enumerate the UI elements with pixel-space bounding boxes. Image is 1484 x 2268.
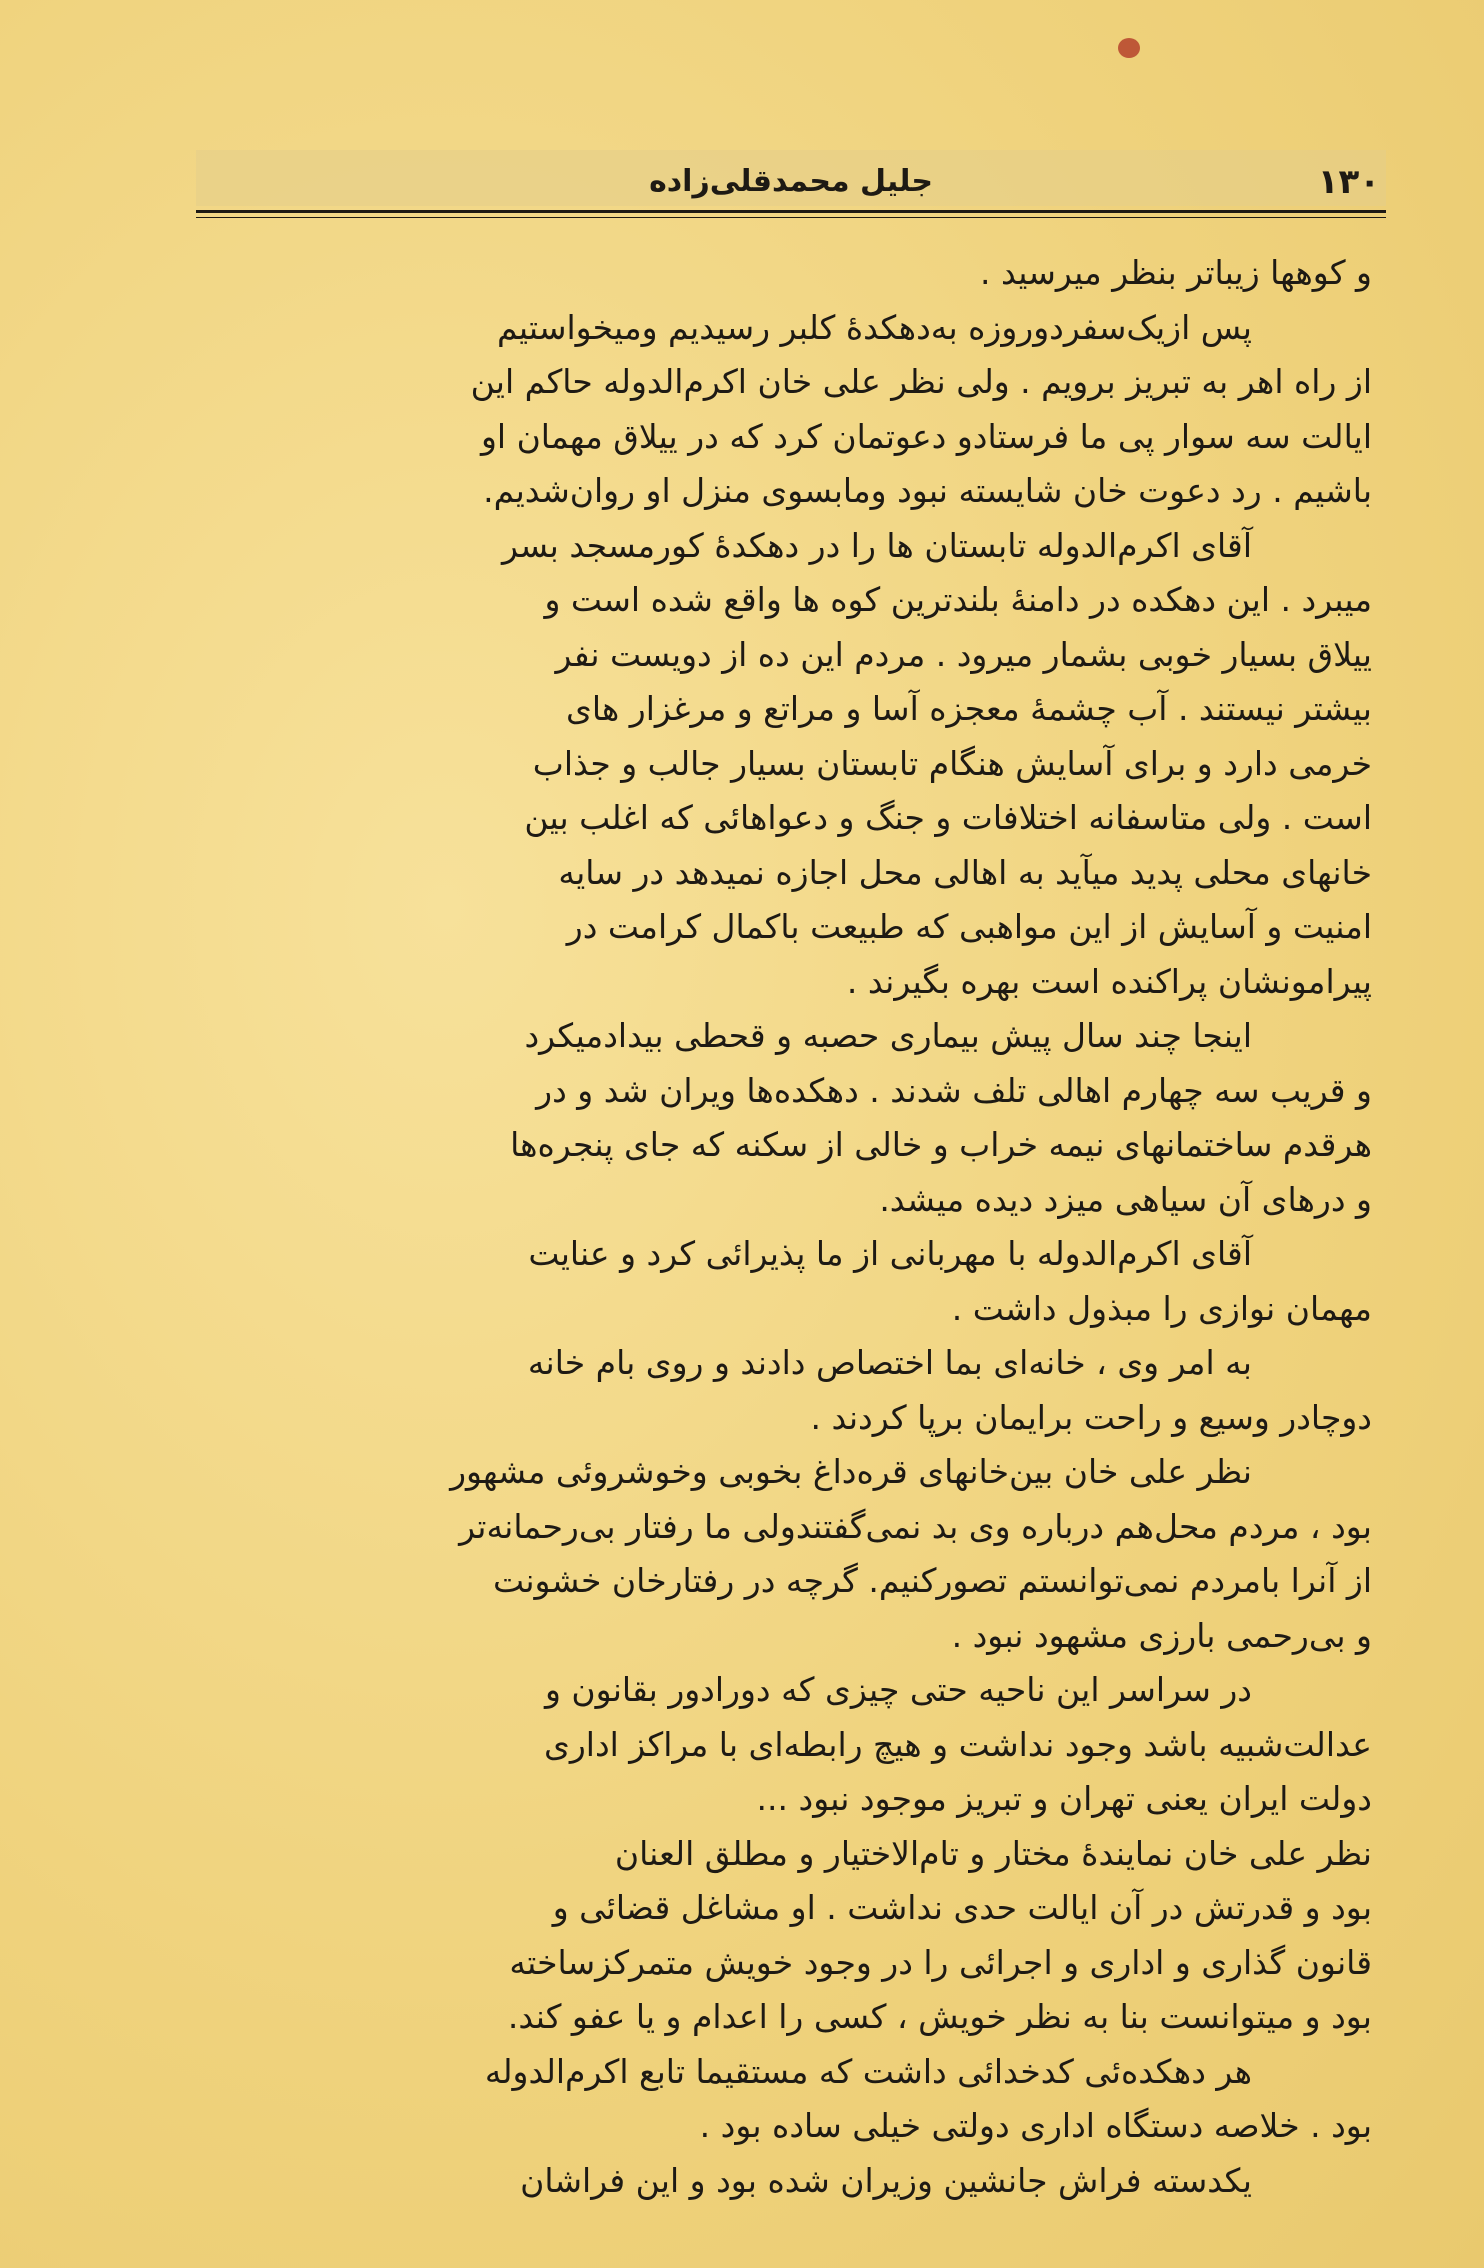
page-number: ۱۳۰ [1317,162,1380,202]
text-line: بود و میتوانست بنا به نظر خویش ، کسی را اعدام و یا عفو کند. [507,1997,1372,2036]
text-line: و بی‌رحمی بارزی مشهود نبود . [951,1615,1372,1655]
text-line: بود و قدرتش در آن ایالت حدی نداشت . او مشاغل قضائی و [552,1888,1372,1927]
text-line: خانهای محلی پدید میآید به اهالی محل اجازه نمیدهد در سایه [558,852,1372,892]
text-line: و درهای آن سیاهی میزد دیده میشد. [879,1179,1372,1219]
text-line: ایالت سه سوار پی ما فرستادو دعوتمان کرد که در ییلاق مهمان او [480,416,1372,456]
text-line: عدالت‌شبیه باشد وجود نداشت و هیچ رابطه‌ای با مراکز اداری [544,1724,1372,1764]
text-line: آقای اکرم‌الدوله تابستان ها را در دهکدهٔ کورمسجد بسر [502,525,1252,565]
body-text [176,246,1372,2208]
text-line: قانون گذاری و اداری و اجرائی را در وجود خویش متمرکزساخته [509,1942,1372,1982]
running-head: جلیل محمدقلی‌زاده [649,164,933,199]
text-line: اینجا چند سال پیش بیماری حصبه و قحطی بیدادمیکرد [524,1016,1252,1055]
ink-stain [1118,38,1140,58]
text-line: بیشتر نیستند . آب چشمهٔ معجزه آسا و مراتع و مرغزار های [566,689,1372,728]
page-header [196,150,1386,226]
text-line: هرقدم ساختمانهای نیمه خراب و خالی از سکنه که جای پنجره‌ها [510,1125,1372,1164]
text-line: یکدسته فراش جانشین وزیران شده بود و این فراشان [520,2160,1252,2200]
text-line: امنیت و آسایش از این مواهبی که طبیعت باکمال کرامت در [566,907,1372,946]
text-line: پس ازیک‌سفردوروزه به‌دهکدهٔ کلبر رسیدیم ومیخواستیم [496,307,1252,347]
text-line: نظر علی خان بین‌خانهای قره‌داغ بخوبی وخوشروئی مشهور [450,1452,1252,1491]
text-line: از راه اهر به تبریز برویم . ولی نظر علی خان اکرم‌الدوله حاکم این [470,362,1372,401]
text-line: نظر علی خان نمایندهٔ مختار و تام‌الاختیار و مطلق العنان [614,1833,1372,1873]
text-line: مهمان نوازی را مبذول داشت . [951,1288,1372,1328]
header-rule [196,210,1386,218]
text-line: باشیم . رد دعوت خان شایسته نبود ومابسوی منزل او روان‌شدیم. [483,471,1372,510]
text-line: میبرد . این دهکده در دامنهٔ بلندترین کوه ها واقع شده است و [544,580,1372,619]
text-line: بود . خلاصه دستگاه اداری دولتی خیلی ساده بود . [699,2106,1372,2145]
text-line: به امر وی ، خانه‌ای بما اختصاص دادند و روی بام خانه [527,1343,1252,1382]
text-line: دولت ایران یعنی تهران و تبریز موجود نبود ... [756,1779,1372,1818]
text-line: خرمی دارد و برای آسایش هنگام تابستان بسیار جالب و جذاب [532,743,1372,783]
text-line: آقای اکرم‌الدوله با مهربانی از ما پذیرائی کرد و عنایت [528,1234,1252,1273]
text-line: و قریب سه چهارم اهالی تلف شدند . دهکده‌ها ویران شد و در [536,1070,1372,1110]
text-line: و کوهها زیباتر بنظر میرسید . [979,253,1372,292]
text-line: پیرامونشان پراکنده است بهره بگیرند . [846,961,1372,1001]
text-line: است . ولی متاسفانه اختلافات و جنگ و دعواهائی که اغلب بین [524,798,1372,837]
text-line: ییلاق بسیار خوبی بشمار میرود . مردم این ده از دویست نفر [555,634,1372,674]
text-line: از آنرا بامردم نمی‌توانستم تصورکنیم. گرچه در رفتارخان خشونت [492,1561,1372,1600]
text-line: دوچادر وسیع و راحت برایمان برپا کردند . [810,1397,1372,1437]
text-line: در سراسر این ناحیه حتی چیزی که دورادور بقانون و [545,1670,1252,1709]
text-line: هر دهکده‌ئی کدخدائی داشت که مستقیما تابع اکرم‌الدوله [484,2051,1252,2091]
text-line: بود ، مردم محل‌هم درباره وی بد نمی‌گفتندولی ما رفتار بی‌رحمانه‌تر [459,1506,1372,1546]
